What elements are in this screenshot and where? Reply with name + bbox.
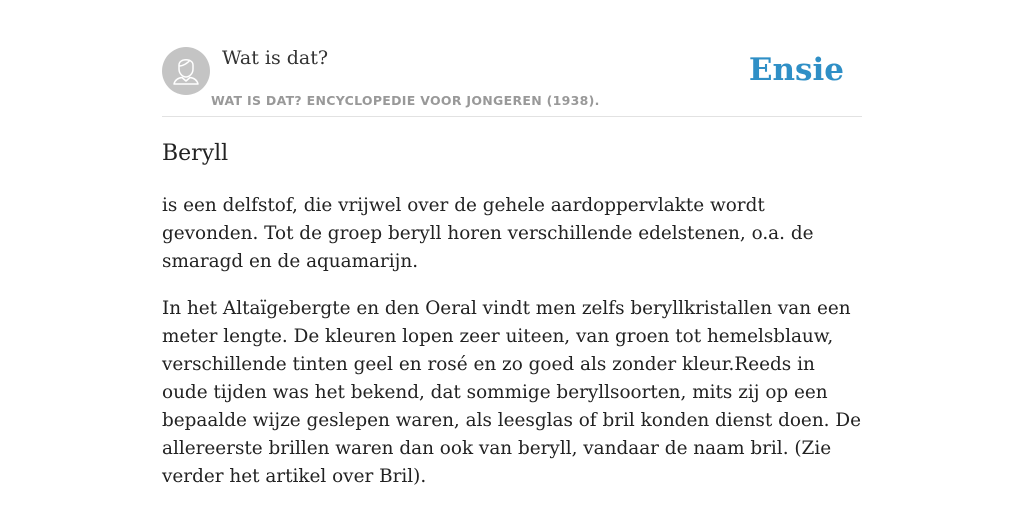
article-paragraph: is een delfstof, die vrijwel over de gehele aardoppervlakte wordt gevonden. Tot de groep beryll horen verschillende edelstenen, o.a. de smaragd en de aquamarijn.	[162, 195, 814, 272]
author-name[interactable]: Wat is dat?	[222, 47, 329, 69]
user-avatar-icon	[162, 47, 210, 95]
header	[162, 44, 862, 117]
article	[162, 138, 862, 491]
article-paragraph: In het Altaïgebergte en den Oeral vindt men zelfs beryllkristallen van een meter lengte. De kleuren lopen zeer uiteen, van groen tot hemelsblauw, verschillende tinten geel en rosé en zo goed als zonder kleur.Reeds in oude tijden was het bekend, dat sommige beryllsoorten, mits zij op een bepaalde wijze geslepen waren, als leesglas of bril konden dienst doen. De allereerste brillen waren dan ook van beryll, vandaar de naam bril. (Zie verder het artikel over Bril).	[162, 298, 861, 487]
article-title: Beryll	[162, 141, 229, 166]
brand-logo[interactable]: Ensie	[748, 52, 844, 88]
author-avatar[interactable]	[162, 47, 210, 95]
source-label[interactable]: WAT IS DAT? ENCYCLOPEDIE VOOR JONGEREN (1938).	[211, 93, 600, 108]
